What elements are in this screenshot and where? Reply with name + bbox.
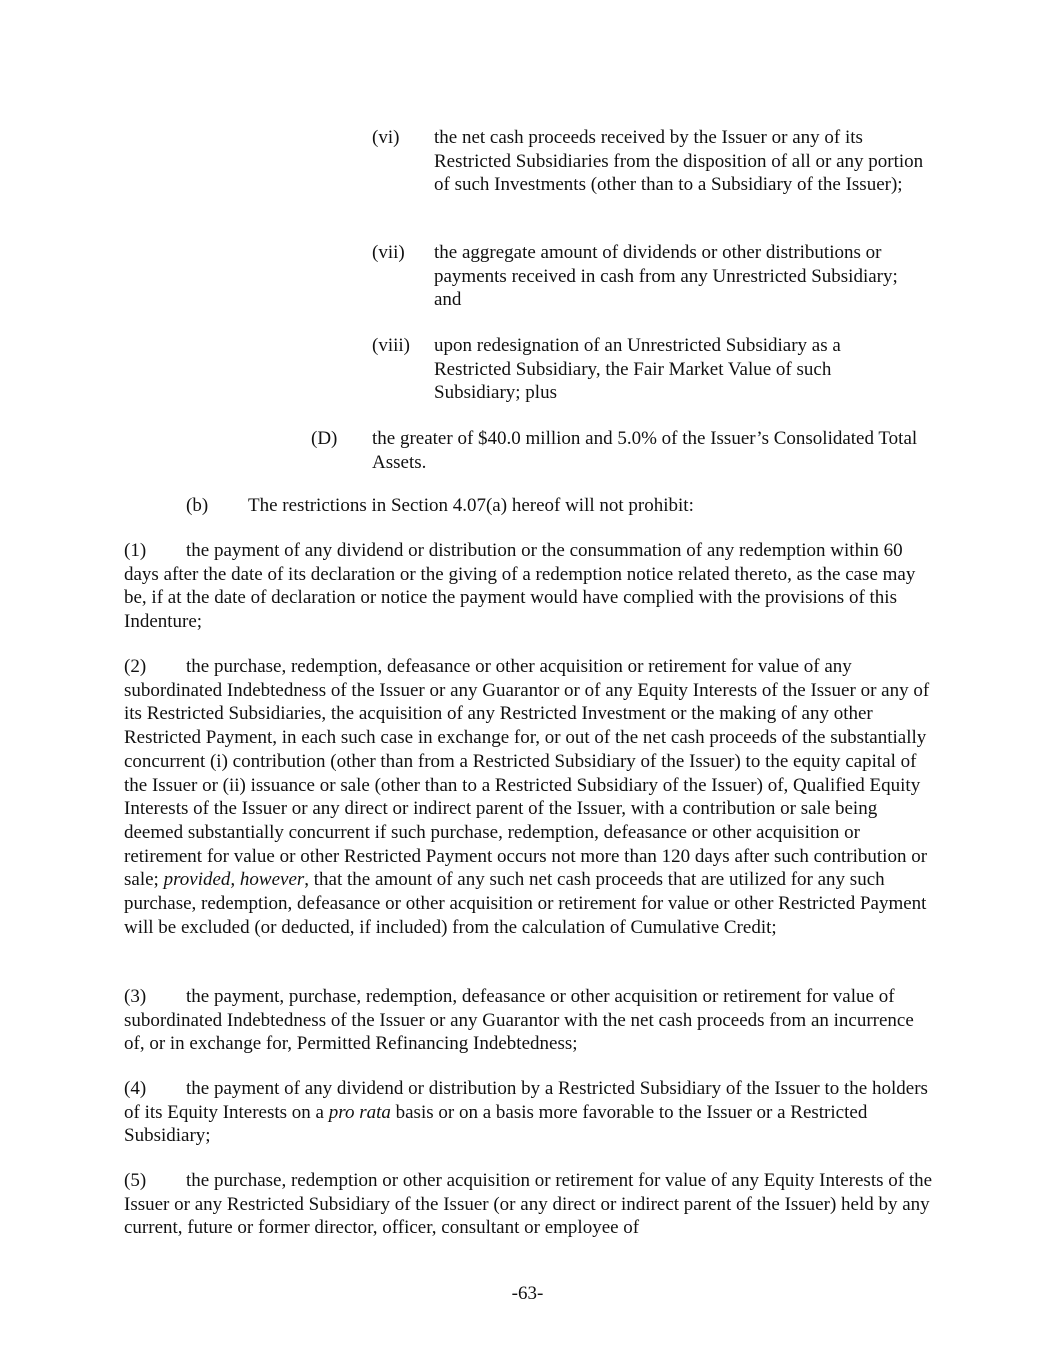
paragraph-text-continued: basis or on a basis more favorable to the Issuer or a Restricted Subsidiary;	[124, 1101, 868, 1147]
sub-item-label: (vii)	[372, 242, 405, 263]
paragraph-text: the purchase, redemption or other acquisition or retirement for value of any Equity Interests of the Issuer or any Restricted Subsidiary of the Issuer (or any direct or indirect parent of the Issuer) held by any current, future or former director, officer, consultant or employee of	[124, 1170, 933, 1239]
section-b	[186, 494, 886, 518]
paragraph-label: (1)	[124, 540, 147, 561]
sub-item-viii	[372, 334, 932, 405]
section-label: (b)	[186, 495, 209, 516]
sub-item-vi	[372, 126, 932, 197]
paragraph-italic-text: provided, however	[163, 869, 305, 891]
paragraph-1	[124, 539, 936, 634]
sub-item-label: (viii)	[372, 335, 410, 356]
paragraph-4	[124, 1077, 936, 1148]
sub-item-label: (vi)	[372, 127, 400, 148]
paragraph-label: (3)	[124, 986, 147, 1007]
sub-item-text: the aggregate amount of dividends or other distributions or payments received in cash from any Unrestricted Subsidiary; and	[434, 242, 898, 311]
paragraph-text: the payment, purchase, redemption, defeasance or other acquisition or retirement for value of subordinated Indebtedness of the Issuer or any Guarantor with the net cash proceeds from an incurrence of, or in exchange for, Permitted Refinancing Indebtedness;	[124, 986, 914, 1055]
clause-text: the greater of $40.0 million and 5.0% of the Issuer’s Consolidated Total Assets.	[372, 428, 918, 473]
paragraph-text: the payment of any dividend or distribution or the consummation of any redemption within 60 days after the date of its declaration or the giving of a redemption notice related thereto, as the case may be, if at the date of declaration or notice the payment would have complied with the provisions of this Indenture;	[124, 540, 916, 633]
sub-item-text: upon redesignation of an Unrestricted Subsidiary as a Restricted Subsidiary, the Fair Market Value of such Subsidiary; plus	[434, 335, 841, 404]
paragraph-label: (5)	[124, 1170, 147, 1191]
paragraph-3	[124, 985, 936, 1056]
sub-item-text: the net cash proceeds received by the Issuer or any of its Restricted Subsidiaries from the disposition of all or any portion of such Investments (other than to a Subsidiary of the Issuer);	[434, 127, 924, 196]
clause-d	[311, 427, 931, 474]
clause-label: (D)	[311, 428, 338, 449]
page-number: -63-	[511, 1283, 544, 1304]
sub-item-vii	[372, 241, 932, 312]
paragraph-2	[124, 655, 936, 939]
paragraph-label: (2)	[124, 656, 147, 677]
paragraph-text-continued: , that the amount of any such net cash proceeds that are utilized for any such purchase, redemption, defeasance or other acquisition or retirement for value or other Restricted Payment will be excluded (or deducted, if included) from the calculation of Cumulative Credit;	[124, 869, 927, 938]
paragraph-5	[124, 1169, 936, 1240]
paragraph-text: the purchase, redemption, defeasance or other acquisition or retirement for value of any subordinated Indebtedness of the Issuer or any Guarantor or of any Equity Interests of the Issuer or any of its Restricted Subsidiaries, the acquisition of any Restricted Investment or the making of any other Restricted Payment, in each such case in exchange for, or out of the net cash proceeds of the substantially concurrent (i) contribution (other than from a Restricted Subsidiary of the Issuer) to the equity capital of the Issuer or (ii) issuance or sale (other than to a Restricted Subsidiary of the Issuer) of, Qualified Equity Interests of the Issuer or any direct or indirect parent of the Issuer, with a contribution or sale being deemed substantially concurrent if such purchase, redemption, defeasance or other acquisition or retirement for value or other Restricted Payment occurs not more than 120 days after such contribution or sale;	[124, 656, 930, 891]
paragraph-text: the payment of any dividend or distribution by a Restricted Subsidiary of the Issuer to the holders of its Equity Interests on a	[124, 1078, 928, 1123]
paragraph-label: (4)	[124, 1078, 147, 1099]
paragraph-italic-text: pro rata	[328, 1101, 391, 1123]
section-text: The restrictions in Section 4.07(a) hereof will not prohibit:	[248, 495, 694, 516]
